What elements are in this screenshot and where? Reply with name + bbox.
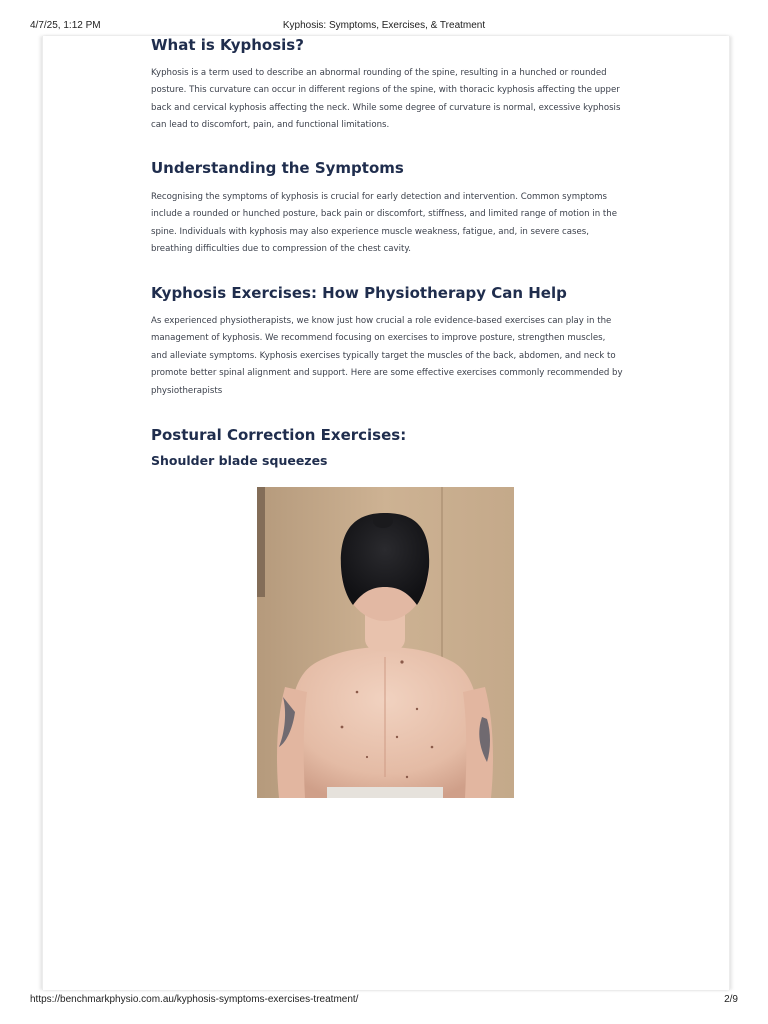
heading-kyphosis-exercises: Kyphosis Exercises: How Physiotherapy Can Help bbox=[151, 284, 567, 302]
exercise-photo bbox=[257, 487, 514, 798]
print-footer bbox=[0, 994, 768, 1024]
exercise-photo-illustration bbox=[257, 487, 514, 798]
print-page-number: 2/9 bbox=[724, 994, 738, 1005]
print-page-title: Kyphosis: Symptoms, Exercises, & Treatment bbox=[282, 20, 486, 31]
article-page bbox=[42, 36, 730, 990]
print-url[interactable]: https://benchmarkphysio.com.au/kyphosis-symptoms-exercises-treatment/ bbox=[30, 994, 359, 1005]
subheading-shoulder-blade-squeezes: Shoulder blade squeezes bbox=[151, 453, 328, 468]
heading-postural-correction: Postural Correction Exercises: bbox=[151, 426, 407, 444]
paragraph-symptoms: Recognising the symptoms of kyphosis is crucial for early detection and intervention. Common symptoms include a rounded or hunched posture, back pain or discomfort, stiffness, and limited range of motion in the spine. Individuals with kyphosis may also experience muscle weakness, fatigue, and, in severe cases, breathing difficulties due to compression of the chest cavity. bbox=[151, 192, 617, 255]
paragraph-what-is-kyphosis: Kyphosis is a term used to describe an abnormal rounding of the spine, resulting in a hunched or rounded posture. This curvature can occur in different regions of the spine, with thoracic kyphosis affecting the upper back and cervical kyphosis affecting the neck. While some degree of curvature is normal, excessive kyphosis can lead to discomfort, pain, and functional limitations. bbox=[151, 68, 621, 131]
paragraph-exercises: As experienced physiotherapists, we know just how crucial a role evidence-based exercises can play in the management of kyphosis. We recommend focusing on exercises to improve posture, strengthen muscles, and alleviate symptoms. Kyphosis exercises typically target the muscles of the back, abdomen, and neck to promote better spinal alignment and support. Here are some effective exercises commonly recommended by physiotherapists bbox=[151, 316, 623, 396]
print-header bbox=[0, 0, 768, 34]
print-date: 4/7/25, 1:12 PM bbox=[30, 20, 101, 31]
heading-understanding-symptoms: Understanding the Symptoms bbox=[151, 159, 404, 177]
heading-what-is-kyphosis: What is Kyphosis? bbox=[151, 36, 304, 54]
